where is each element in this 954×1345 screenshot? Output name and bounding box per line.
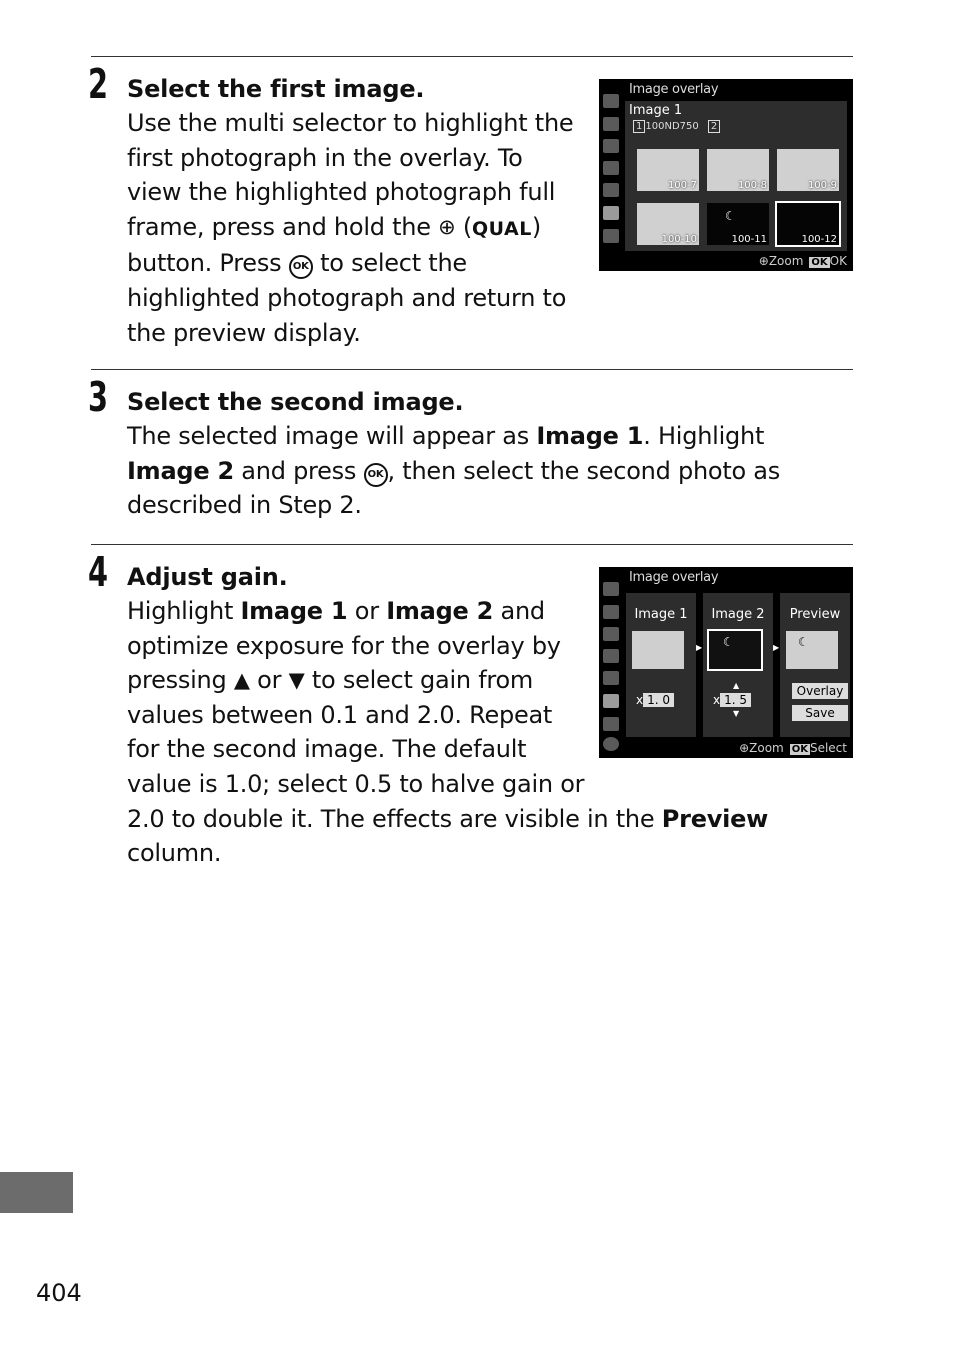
step-2-line: button. Press OK to select the — [127, 249, 467, 278]
thumbnail[interactable]: 100-10 — [637, 203, 699, 245]
retouch-menu-icon — [603, 206, 619, 220]
overlay-button[interactable]: Overlay — [792, 683, 848, 699]
divider-rule — [91, 544, 853, 545]
setup-menu-icon — [603, 183, 619, 197]
page-number: 404 — [36, 1279, 82, 1307]
image-overlay-screen-2 — [599, 567, 853, 758]
image-1-preview — [632, 631, 684, 669]
screen-title: Image overlay — [629, 570, 719, 585]
thumbnail-selected[interactable]: 100-12 — [777, 203, 839, 245]
arrow-right-icon: ▶ — [773, 643, 780, 652]
gain-up-arrow: ▲ — [733, 681, 740, 690]
custom-settings-icon — [603, 649, 619, 663]
step-4-line: 2.0 to double it. The effects are visible in the Preview — [127, 804, 769, 833]
movie-menu-icon — [603, 627, 619, 641]
step-number-3: 3 — [88, 373, 109, 421]
step-3-title: Select the second image. — [127, 388, 464, 416]
gain-down-arrow: ▼ — [733, 709, 740, 718]
preview-column — [780, 593, 850, 737]
column-header: Preview — [789, 607, 841, 622]
thumbnail-panel — [625, 101, 847, 251]
menu-sidebar — [599, 79, 623, 271]
step-4-line: for the second image. The default — [127, 735, 527, 764]
ok-button-icon: OK — [364, 463, 388, 487]
moon-icon: ☾ — [798, 635, 809, 649]
step-3-line: Image 2 and press OK , then select the second photo as — [127, 456, 781, 485]
moon-icon: ☾ — [725, 209, 736, 223]
thumbnail[interactable]: 100-9 — [777, 149, 839, 191]
moon-icon: ☾ — [723, 635, 734, 649]
preview-image — [786, 631, 838, 669]
step-2-line: Use the multi selector to highlight the — [127, 109, 574, 137]
step-2-line: view the highlighted photograph full — [127, 178, 556, 207]
menu-sidebar — [599, 567, 623, 758]
column-header: Image 1 — [634, 607, 688, 622]
folder-row — [633, 121, 720, 132]
screen-footer: ⊕Zoom OK Select — [739, 741, 847, 755]
panel-subtitle: Image 1 — [629, 103, 683, 118]
step-number-2: 2 — [88, 60, 109, 108]
thumbnail[interactable]: 100-7 — [637, 149, 699, 191]
gain-2[interactable]: x 1. 5 — [713, 693, 751, 707]
custom-settings-icon — [603, 161, 619, 175]
step-4-line: values between 0.1 and 2.0. Repeat — [127, 700, 553, 729]
step-4-line: Highlight Image 1 or Image 2 and — [127, 597, 545, 625]
step-4-line: column. — [127, 839, 222, 868]
image-2-preview — [709, 631, 761, 669]
top-rule — [91, 56, 853, 57]
camera-menu-icon — [603, 605, 619, 619]
ok-badge: OK — [811, 257, 828, 268]
step-2-line: highlighted photograph and return to — [127, 283, 567, 312]
section-tab — [0, 1172, 73, 1213]
movie-menu-icon — [603, 139, 619, 153]
step-4-title: Adjust gain. — [127, 563, 288, 591]
step-3-line: described in Step 2. — [127, 491, 362, 520]
step-3-line: The selected image will appear as Image 1. Highlight — [127, 422, 765, 450]
divider-rule — [91, 369, 853, 370]
column-header: Image 2 — [711, 607, 765, 622]
step-number-4: 4 — [88, 548, 109, 596]
multi-selector-up-icon: ▲ — [233, 668, 250, 693]
zoom-icon: ⊕ — [739, 741, 750, 755]
playback-menu-icon — [603, 94, 619, 108]
qual-label: QUAL — [472, 217, 532, 240]
card-slot-1-icon: 1 — [633, 120, 645, 133]
playback-menu-icon — [603, 582, 619, 596]
image-2-column[interactable] — [703, 593, 773, 737]
thumbnail[interactable]: 100-8 — [707, 149, 769, 191]
help-icon — [603, 737, 619, 751]
step-3-body — [127, 419, 847, 523]
card-slot-2-icon: 2 — [708, 120, 720, 133]
gain-1[interactable]: x 1. 0 — [636, 693, 674, 707]
thumbnail[interactable]: ☾ 100-11 — [707, 203, 769, 245]
image-1-column[interactable] — [626, 593, 696, 737]
ok-badge: OK — [791, 744, 808, 755]
step-2-title: Select the first image. — [127, 75, 425, 103]
setup-menu-icon — [603, 671, 619, 685]
zoom-icon: ⊕ — [758, 254, 769, 268]
multi-selector-down-icon: ▼ — [288, 668, 305, 693]
ok-button-icon: OK — [289, 255, 313, 279]
folder-name: 100ND750 — [645, 121, 699, 132]
step-2-line: frame, press and hold the ⊕ (QUAL) — [127, 212, 541, 241]
step-4-line: pressing ▲ or ▼ to select gain from — [127, 666, 534, 695]
step-4-line: value is 1.0; select 0.5 to halve gain or — [127, 769, 585, 798]
my-menu-icon — [603, 229, 619, 243]
screen-footer: ⊕Zoom OK OK — [758, 254, 847, 268]
step-2-body — [127, 106, 587, 350]
screen-title: Image overlay — [629, 82, 719, 97]
step-2-line: first photograph in the overlay. To — [127, 143, 523, 172]
step-4-line: optimize exposure for the overlay by — [127, 631, 561, 660]
my-menu-icon — [603, 717, 619, 731]
image-overlay-screen-1 — [599, 79, 853, 271]
save-button[interactable]: Save — [792, 705, 848, 721]
camera-menu-icon — [603, 117, 619, 131]
step-2-line: the preview display. — [127, 318, 361, 347]
zoom-in-icon: ⊕ — [438, 214, 456, 239]
retouch-menu-icon — [603, 694, 619, 708]
arrow-right-icon: ▶ — [696, 643, 703, 652]
